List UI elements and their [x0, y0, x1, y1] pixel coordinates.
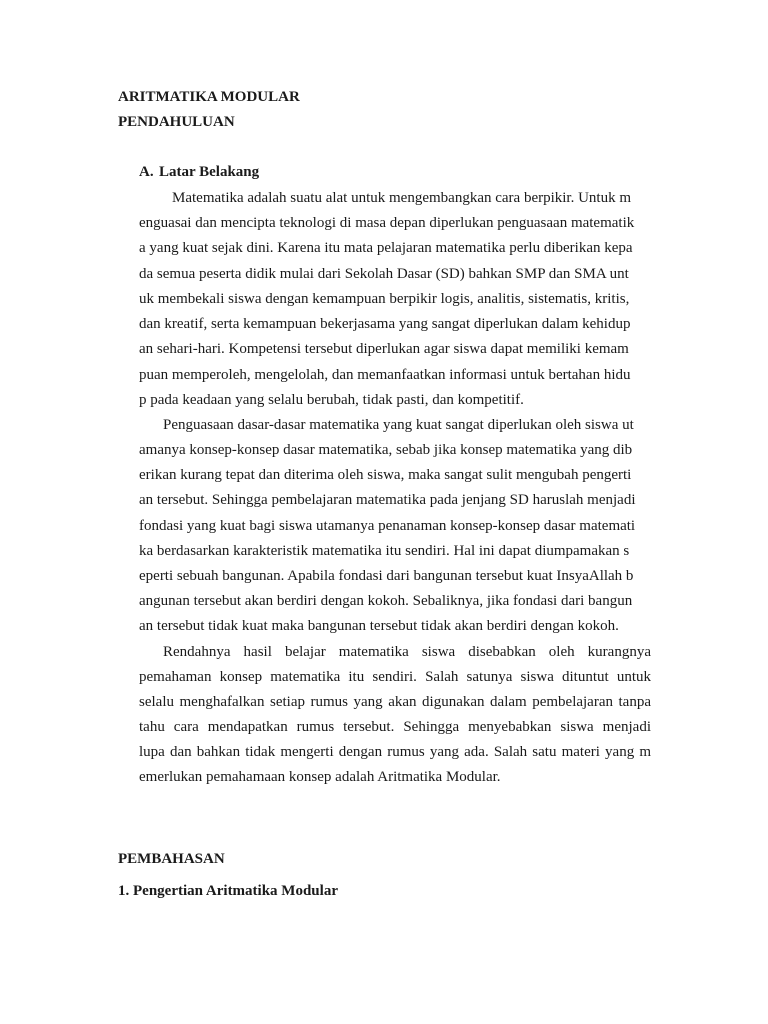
- paragraph-line: da semua peserta didik mulai dari Sekolah Dasar (SD) bahkan SMP dan SMA unt: [139, 266, 629, 282]
- paragraph-line: angunan tersebut akan berdiri dengan kokoh. Sebaliknya, jika fondasi dari bangun: [139, 593, 633, 609]
- subsection-marker: A.: [139, 164, 154, 180]
- paragraph-line: enguasai dan mencipta teknologi di masa depan diperlukan penguasaan matematik: [139, 215, 635, 231]
- subsection-title: Latar Belakang: [159, 164, 260, 180]
- document-title: ARITMATIKA MODULAR: [118, 89, 300, 105]
- paragraph-line: tahu cara mendapatkan rumus tersebut. Sehingga menyebabkan siswa menjadi: [139, 719, 651, 735]
- paragraph-line: lupa dan bahkan tidak mengerti dengan rumus yang ada. Salah satu materi yang m: [139, 744, 651, 760]
- paragraph-line: pemahaman konsep matematika itu sendiri. Salah satunya siswa dituntut untuk: [139, 669, 651, 685]
- paragraph-line: an tersebut. Sehingga pembelajaran matematika pada jenjang SD haruslah menjadi: [139, 492, 636, 508]
- paragraph-line: uk membekali siswa dengan kemampuan berpikir logis, analitis, sistematis, kritis,: [139, 291, 630, 307]
- section-title-pembahasan: PEMBAHASAN: [118, 851, 225, 867]
- paragraph-line: an tersebut tidak kuat maka bangunan tersebut tidak akan berdiri dengan kokoh.: [139, 618, 619, 634]
- paragraph-line: eperti sebuah bangunan. Apabila fondasi dari bangunan tersebut kuat InsyaAllah b: [139, 568, 634, 584]
- paragraph-line: Penguasaan dasar-dasar matematika yang kuat sangat diperlukan oleh siswa ut: [163, 417, 634, 433]
- paragraph-line: erikan kurang tepat dan diterima oleh siswa, maka sangat sulit mengubah pengerti: [139, 467, 632, 483]
- subsection-heading-pengertian: 1. Pengertian Aritmatika Modular: [118, 883, 338, 899]
- paragraph-line: emerlukan pemahamaan konsep adalah Aritmatika Modular.: [139, 769, 501, 785]
- paragraph-line: Matematika adalah suatu alat untuk mengembangkan cara berpikir. Untuk m: [172, 190, 632, 206]
- paragraph-line: ka berdasarkan karakteristik matematika itu sendiri. Hal ini dapat diumpamakan s: [139, 543, 630, 559]
- subsection-heading-latar-belakang: [139, 163, 259, 181]
- paragraph-line: puan memperoleh, mengelolah, dan memanfaatkan informasi untuk bertahan hidu: [139, 367, 631, 383]
- paragraph-line: amanya konsep-konsep dasar matematika, sebab jika konsep matematika yang dib: [139, 442, 633, 458]
- paragraph-line: p pada keadaan yang selalu berubah, tidak pasti, dan kompetitif.: [139, 392, 524, 408]
- paragraph-line: Rendahnya hasil belajar matematika siswa disebabkan oleh kurangnya: [163, 644, 651, 660]
- paragraph-line: an sehari-hari. Kompetensi tersebut diperlukan agar siswa dapat memiliki kemam: [139, 341, 629, 357]
- paragraph-line: dan kreatif, serta kemampuan bekerjasama yang sangat diperlukan dalam kehidup: [139, 316, 631, 332]
- paragraph-line: fondasi yang kuat bagi siswa utamanya penanaman konsep-konsep dasar matemati: [139, 518, 636, 534]
- section-title-pendahuluan: PENDAHULUAN: [118, 114, 235, 130]
- paragraph-line: selalu menghafalkan setiap rumus yang akan digunakan dalam pembelajaran tanpa: [139, 694, 651, 710]
- paragraph-line: a yang kuat sejak dini. Karena itu mata pelajaran matematika perlu diberikan kepa: [139, 240, 633, 256]
